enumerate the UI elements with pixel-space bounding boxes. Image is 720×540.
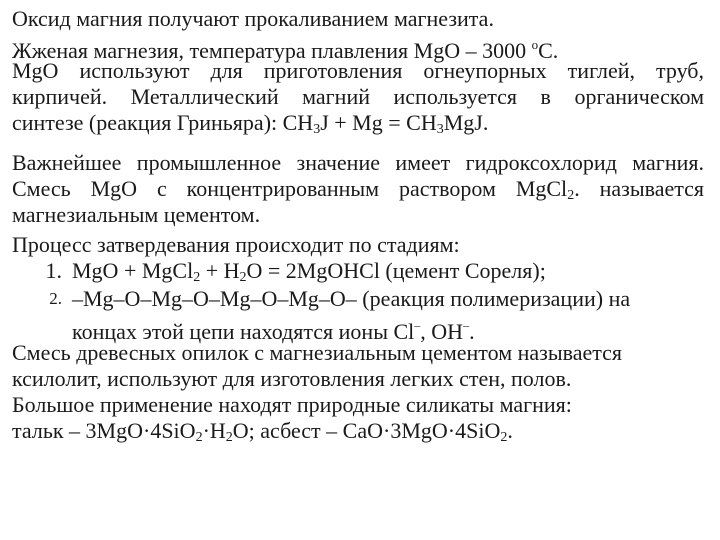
item-1-end: O = 2MgOHCl (цемент Сореля);	[246, 258, 546, 283]
line-13-d: .	[507, 418, 513, 443]
line-10-text: Смесь древесных опилок с магнезиальным цементом называется	[12, 340, 623, 365]
text-line-8	[12, 202, 704, 228]
item-1-text: MgO + MgCl	[72, 258, 194, 283]
line-4-text: кирпичей. Металлический магний используется в органическом	[12, 84, 704, 109]
line-6-text: Важнейшее промышленное значение имеет гидроксохлорид магния.	[12, 150, 704, 175]
line-7-end: . называется	[574, 176, 704, 201]
text-line-11	[12, 366, 704, 392]
line-8-text: магнезиальным цементом.	[12, 202, 261, 227]
item-2-end: .	[469, 319, 475, 344]
line-5-text: синтезе (реакция Гриньяра): CH	[12, 110, 314, 135]
degree-sign: o	[531, 37, 539, 52]
line-2-end: C.	[538, 38, 559, 63]
superscript: –	[463, 318, 470, 332]
subscript: 2	[500, 430, 508, 445]
subscript: 2	[195, 430, 203, 445]
line-5-end: MgJ.	[443, 110, 489, 135]
line-1-text: Оксид магния получают прокаливанием магнезита.	[12, 6, 494, 31]
text-line-13	[12, 418, 704, 451]
text-line-9	[12, 232, 704, 258]
item-2-line2: концах этой цепи находятся ионы Cl	[72, 319, 415, 344]
line-7-text: Смесь MgO с концентрированным раствором MgCl	[12, 176, 568, 201]
line-5-mid: J + Mg = CH	[320, 110, 437, 135]
subscript: 2	[193, 270, 201, 285]
text-line-12	[12, 392, 704, 418]
line-3-text: MgO используют для приготовления огнеупорных тиглей, труб,	[12, 58, 704, 83]
line-2-text: Жженая магнезия, температура плавления MgO – 3000	[12, 38, 532, 63]
list-number-1: 1.	[45, 258, 62, 283]
subscript: 2	[225, 430, 233, 445]
superscript: –	[414, 318, 421, 332]
item-2-mid: , OH	[420, 319, 464, 344]
line-9-text: Процесс затвердевания происходит по стадиям:	[12, 232, 460, 257]
line-12-text: Большое применение находят природные силикаты магния:	[12, 392, 572, 417]
text-line-5	[12, 110, 704, 143]
text-line-3	[12, 58, 704, 84]
text-line-1	[12, 6, 704, 32]
list-item-2	[72, 286, 630, 312]
subscript: 3	[436, 122, 444, 137]
item-1-mid: + H	[200, 258, 240, 283]
item-2-text: –Mg–O–Mg–O–Mg–O–Mg–O– (реакция полимеризации) на	[72, 286, 631, 311]
text-line-4	[12, 84, 704, 110]
subscript: 2	[567, 188, 575, 203]
line-13-text: тальк – 3MgO·4SiO	[12, 418, 196, 443]
line-11-text: ксилолит, используют для изготовления легких стен, полов.	[12, 366, 572, 391]
line-13-c: O; асбест – CaO·3MgO·4SiO	[232, 418, 501, 443]
list-number-2: 2.	[49, 289, 62, 308]
text-line-6	[12, 150, 704, 176]
text-line-10	[12, 340, 704, 366]
line-13-b: ·H	[202, 418, 226, 443]
subscript: 3	[313, 122, 321, 137]
subscript: 2	[239, 270, 247, 285]
